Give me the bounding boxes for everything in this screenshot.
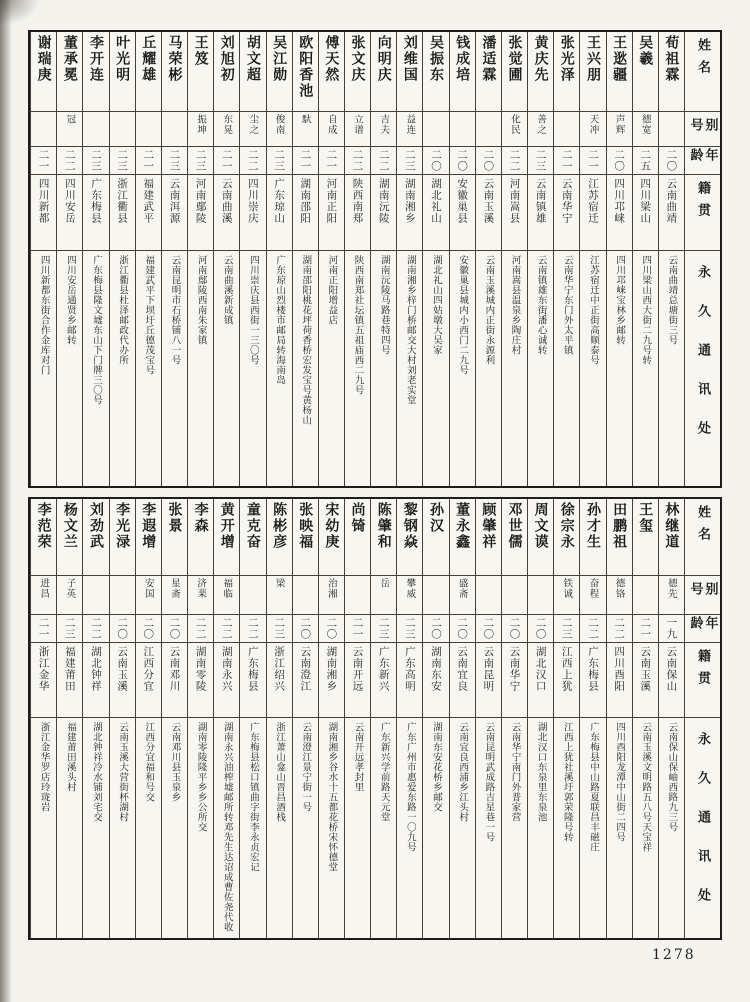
person-address: 河南正阳增益店 — [326, 255, 338, 325]
person-name: 宋幼庚 — [323, 502, 340, 550]
person-alias: 济棐 — [195, 578, 207, 599]
person-column — [56, 499, 82, 938]
person-age: 二一 — [37, 617, 50, 640]
person-age: 二〇 — [534, 617, 547, 640]
person-column — [422, 32, 448, 486]
person-alias: 俊南 — [273, 114, 285, 135]
person-column — [30, 32, 56, 486]
person-native: 广东琼山 — [273, 178, 286, 224]
scan-gutter-shadow — [0, 0, 12, 1002]
person-alias: 天冲 — [587, 114, 599, 135]
person-name: 吴振东 — [428, 35, 445, 83]
person-age: 二三 — [63, 617, 76, 640]
person-address: 福建莆田溪头村 — [64, 722, 76, 792]
person-address: 安徽巢县城内小西门二九号 — [457, 255, 469, 375]
person-column — [318, 32, 344, 486]
person-native: 云南华宁 — [508, 646, 521, 692]
person-column — [501, 32, 527, 486]
person-age: 二三 — [560, 617, 573, 640]
person-native: 云南昆明 — [482, 646, 495, 692]
person-alias: 梁 — [273, 578, 285, 589]
person-column — [449, 499, 475, 938]
person-age: 二二 — [508, 149, 521, 172]
directory-table-bottom — [28, 497, 722, 940]
person-address: 广东梅县中山路夏联昌丰磁庄 — [587, 722, 599, 852]
person-address: 福建武平下坝圩丘德茂宝号 — [143, 255, 155, 375]
person-native: 云南玉溪 — [116, 646, 129, 692]
person-native: 云南玉溪 — [639, 646, 652, 692]
person-column — [632, 499, 658, 938]
person-age: 二二 — [220, 617, 233, 640]
person-native: 四川梁山 — [639, 178, 652, 224]
person-alias: 安国 — [142, 578, 154, 599]
person-native: 安徽巢县 — [456, 178, 469, 224]
person-native: 四川新都 — [37, 178, 50, 224]
person-name: 黎钢焱 — [401, 502, 418, 550]
person-address: 江西分宜福和号交 — [143, 722, 155, 802]
person-native: 浙江绍兴 — [273, 646, 286, 692]
person-name: 陈肇和 — [375, 502, 392, 550]
person-alias: 岳 — [378, 578, 390, 589]
person-age: 二二 — [89, 617, 102, 640]
person-native: 湖南零陵 — [194, 646, 207, 692]
person-age: 二三 — [273, 149, 286, 172]
person-age: 二三 — [403, 149, 416, 172]
person-column — [396, 499, 422, 938]
person-alias: 德先 — [665, 578, 677, 599]
person-address: 广东新兴学前路天元堂 — [378, 722, 390, 822]
person-column — [632, 32, 658, 486]
person-column — [56, 32, 82, 486]
person-name: 邓世儒 — [506, 502, 523, 550]
person-age: 一九 — [665, 617, 678, 640]
person-column — [370, 32, 396, 486]
person-name: 董永鑫 — [454, 502, 471, 550]
header-native: 籍贯 — [695, 649, 710, 693]
person-column — [82, 499, 108, 938]
person-alias: 治湘 — [325, 578, 337, 599]
header-name: 姓名 — [695, 505, 710, 549]
person-address: 湖北礼山四姑墩大吴家 — [431, 255, 443, 355]
person-alias: 立谱 — [352, 114, 364, 135]
person-native: 河南正阳 — [325, 178, 338, 224]
person-column — [266, 499, 292, 938]
person-column — [239, 32, 265, 486]
person-address: 江西上犹社溪圩郭荣隆号转 — [561, 722, 573, 842]
person-native: 云南镇雄 — [534, 178, 547, 224]
person-name: 顾肇祥 — [480, 502, 497, 550]
person-native: 云南洱源 — [168, 178, 181, 224]
header-age: 年龄 — [687, 616, 718, 631]
person-column — [370, 499, 396, 938]
person-name: 向明庆 — [375, 35, 392, 83]
person-alias: 奋程 — [587, 578, 599, 599]
person-native: 陕西南郑 — [351, 178, 364, 224]
person-address: 广东广州市惠爱东路一〇九号 — [404, 722, 416, 852]
person-age: 二〇 — [508, 617, 521, 640]
person-alias: 化民 — [508, 114, 520, 135]
page-number: 1278 — [652, 947, 696, 963]
person-alias: 进昌 — [38, 578, 50, 599]
person-name: 张光泽 — [558, 35, 575, 83]
person-column — [109, 499, 135, 938]
person-address: 广东梅县隆文墟东山下门牌三〇号 — [90, 255, 102, 405]
person-column — [109, 32, 135, 486]
person-address: 云南昆明武成路吉星巷一号 — [483, 722, 495, 842]
person-age: 二三 — [168, 149, 181, 172]
person-name: 王笈 — [192, 35, 209, 67]
person-alias: 德铬 — [613, 578, 625, 599]
person-name: 王玺 — [637, 502, 654, 534]
person-name: 欧阳香池 — [297, 35, 314, 99]
person-native: 云南开远 — [351, 646, 364, 692]
person-name: 林继道 — [663, 502, 680, 550]
person-age: 二一 — [299, 149, 312, 172]
person-address: 云南镇雄东街潘心诚转 — [535, 255, 547, 355]
person-column — [658, 32, 684, 486]
header-name: 姓名 — [695, 38, 710, 82]
person-name: 李范荣 — [35, 502, 52, 550]
person-native: 云南玉溪 — [482, 178, 495, 224]
person-age: 二三 — [116, 149, 129, 172]
person-address: 云南华宁东门外太平镇 — [561, 255, 573, 355]
person-native: 广东梅县 — [246, 646, 259, 692]
person-native: 云南曲溪 — [220, 178, 233, 224]
directory-table-top — [28, 30, 722, 488]
person-age: 二二 — [194, 617, 207, 640]
header-alias: 别号 — [687, 582, 718, 604]
person-address: 云南华宁南门外普家营 — [509, 722, 521, 822]
header-column — [684, 32, 720, 486]
header-column — [684, 499, 720, 938]
person-name: 黄庆先 — [532, 35, 549, 83]
person-alias: 益连 — [404, 114, 416, 135]
person-column — [422, 499, 448, 938]
person-address: 湖南东安花桥乡邮交 — [431, 722, 443, 812]
person-age: 二一 — [325, 149, 338, 172]
person-column — [606, 499, 632, 938]
person-column — [161, 32, 187, 486]
person-column — [318, 499, 344, 938]
person-age: 二三 — [273, 617, 286, 640]
person-alias: 子英 — [64, 578, 76, 599]
person-address: 湖南湘乡谷水十五都花桥宋怀德堂 — [326, 722, 338, 872]
person-column — [239, 499, 265, 938]
person-native: 广东高明 — [403, 646, 416, 692]
person-alias: 自成 — [325, 114, 337, 135]
person-name: 李遐增 — [140, 502, 157, 550]
person-age: 二二 — [246, 149, 259, 172]
person-name: 杨文兰 — [61, 502, 78, 550]
person-name: 刘维国 — [401, 35, 418, 83]
person-name: 董承冕 — [61, 35, 78, 83]
person-address: 湖南零陵隆平乡乡公所交 — [195, 722, 207, 832]
person-age: 二〇 — [430, 149, 443, 172]
person-column — [579, 32, 605, 486]
person-name: 徐宗永 — [558, 502, 575, 550]
person-native: 云南保山 — [665, 646, 678, 692]
person-column — [475, 32, 501, 486]
person-native: 云南澄江 — [299, 646, 312, 692]
person-name: 李光渌 — [114, 502, 131, 550]
person-column — [501, 499, 527, 938]
scan-corner-shadow — [0, 0, 40, 26]
person-native: 河南鄢陵 — [194, 178, 207, 224]
person-column — [579, 499, 605, 938]
person-alias: 吉夫 — [378, 114, 390, 135]
person-age: 二一 — [142, 149, 155, 172]
person-column — [213, 32, 239, 486]
person-name: 谢瑞庚 — [35, 35, 52, 83]
person-column — [266, 32, 292, 486]
person-native: 云南宜良 — [456, 646, 469, 692]
person-address: 四川崇庆县西街一三〇号 — [247, 255, 259, 365]
person-age: 二三 — [194, 149, 207, 172]
person-native: 湖北钟祥 — [89, 646, 102, 692]
header-address: 永久通讯处 — [695, 265, 710, 460]
person-address: 湖南沅陵马路巷特四号 — [378, 255, 390, 355]
person-age: 二〇 — [665, 149, 678, 172]
person-name: 王兴朋 — [584, 35, 601, 83]
person-name: 周文谟 — [532, 502, 549, 550]
person-native: 湖南湘乡 — [325, 646, 338, 692]
person-native: 湖南邵阳 — [299, 178, 312, 224]
person-age: 二二 — [613, 617, 626, 640]
person-native: 福建武平 — [142, 178, 155, 224]
person-address: 四川新都东街合作金库对门 — [38, 255, 50, 375]
person-column — [449, 32, 475, 486]
person-native: 湖北汉口 — [534, 646, 547, 692]
person-address: 浙江衢县杜泽邮政代办所 — [117, 255, 129, 365]
person-age: 二〇 — [430, 617, 443, 640]
person-alias: 馱 — [299, 114, 311, 125]
person-native: 云南曲靖 — [665, 178, 678, 224]
person-age: 二〇 — [482, 617, 495, 640]
person-name: 吴羲 — [637, 35, 654, 67]
person-column — [82, 32, 108, 486]
person-native: 湖南永兴 — [220, 646, 233, 692]
person-name: 田鹏祖 — [611, 502, 628, 550]
person-age: 二一 — [586, 149, 599, 172]
person-address: 云南昆明市石桥铺八一号 — [169, 255, 181, 365]
person-column — [344, 499, 370, 938]
person-age: 二〇 — [168, 617, 181, 640]
person-native: 湖南沅陵 — [377, 178, 390, 224]
person-address: 湖北汉口东泉里东泉池 — [535, 722, 547, 822]
person-column — [187, 499, 213, 938]
person-address: 河南鄢陵西南朱家镇 — [195, 255, 207, 345]
person-alias: 星斋 — [168, 578, 180, 599]
person-native: 浙江金华 — [37, 646, 50, 692]
person-column — [292, 499, 318, 938]
person-address: 湖南永兴油榨墟邮所转邓先生达诏成曹佐尧代收 — [221, 722, 233, 932]
person-name: 陈彬彦 — [271, 502, 288, 550]
person-column — [292, 32, 318, 486]
header-age: 年龄 — [687, 148, 718, 163]
person-address: 云南保山保岫西路九三号 — [666, 722, 678, 832]
person-native: 河南嵩县 — [508, 178, 521, 224]
person-name: 张景 — [166, 502, 183, 534]
person-age: 二〇 — [613, 149, 626, 172]
person-address: 江苏宿迁中正街高顺泰号 — [587, 255, 599, 365]
person-age: 二二 — [377, 149, 390, 172]
person-name: 叶光明 — [114, 35, 131, 83]
person-age: 二〇 — [116, 617, 129, 640]
person-address: 陕西南郑社坛镇五祖庙西二九号 — [352, 255, 364, 395]
person-address: 云南邓川县玉泉乡 — [169, 722, 181, 802]
person-address: 四川邛崃宝林乡邮转 — [614, 255, 626, 345]
person-age: 二二 — [351, 149, 364, 172]
person-alias: 福临 — [221, 578, 233, 599]
person-age: 二〇 — [325, 617, 338, 640]
header-alias: 别号 — [687, 118, 718, 140]
person-alias: 德宽 — [639, 114, 651, 135]
person-address: 云南开远孝封里 — [352, 722, 364, 792]
person-name: 尚锜 — [349, 502, 366, 534]
person-age: 二三 — [534, 149, 547, 172]
person-alias: 声辉 — [613, 114, 625, 135]
header-native: 籍贯 — [695, 181, 710, 225]
person-column — [658, 499, 684, 938]
person-address: 云南曲靖总塘街三号 — [666, 255, 678, 345]
person-age: 二二 — [586, 617, 599, 640]
person-alias: 善之 — [535, 114, 547, 135]
person-name: 孙汉 — [428, 502, 445, 534]
person-address: 云南曲溪新成镇 — [221, 255, 233, 325]
person-age: 二〇 — [456, 149, 469, 172]
header-address: 永久通讯处 — [695, 732, 710, 927]
person-native: 云南邓川 — [168, 646, 181, 692]
person-address: 河南嵩县温泉乡陶庄村 — [509, 255, 521, 355]
person-column — [553, 499, 579, 938]
person-native: 湖北礼山 — [430, 178, 443, 224]
person-name: 张映福 — [297, 502, 314, 550]
person-column — [396, 32, 422, 486]
person-address: 四川梁山西大街二九号转 — [640, 255, 652, 365]
person-age: 二一 — [37, 149, 50, 172]
person-native: 云南华宁 — [560, 178, 573, 224]
person-address: 湖南湘乡梓门桥邮交大村刘老实堂 — [404, 255, 416, 405]
person-column — [475, 499, 501, 938]
person-native: 江苏宿迁 — [586, 178, 599, 224]
person-name: 李森 — [192, 502, 209, 534]
person-alias: 振坤 — [195, 114, 207, 135]
person-age: 二〇 — [142, 617, 155, 640]
person-age: 二五 — [639, 149, 652, 172]
person-column — [30, 499, 56, 938]
person-address: 云南玉溪大营街杯湖村 — [117, 722, 129, 822]
person-native: 江西上犹 — [560, 646, 573, 692]
person-native: 四川安岳 — [63, 178, 76, 224]
person-name: 马荣彬 — [166, 35, 183, 83]
person-address: 湖南邵阳桃花坪荷香桥宏发宝号黄杨山 — [300, 255, 312, 425]
person-name: 黄开增 — [218, 502, 235, 550]
person-native: 四川酉阳 — [613, 646, 626, 692]
person-native: 广东梅县 — [586, 646, 599, 692]
person-address: 浙江萧山龛山晋昌酒栈 — [274, 722, 286, 822]
person-native: 福建莆田 — [63, 646, 76, 692]
person-address: 云南玉溪城内正街永源利 — [483, 255, 495, 365]
person-age: 二三 — [89, 149, 102, 172]
person-address: 四川酉阳龙潭中山街二四号 — [614, 722, 626, 842]
person-age: 二三 — [403, 617, 416, 640]
person-address: 浙江金华罗店玲珑岩 — [38, 722, 50, 812]
person-age: 二一 — [351, 617, 364, 640]
person-alias: 尘之 — [247, 114, 259, 135]
person-address: 四川安岳通贤乡邮转 — [64, 255, 76, 345]
person-native: 湖南东安 — [430, 646, 443, 692]
person-native: 广东梅县 — [89, 178, 102, 224]
person-address: 广东梅县松口镇曲字街李永贞宏记 — [247, 722, 259, 872]
person-age: 二一 — [220, 149, 233, 172]
person-address: 湖北钟祥冷水铺刘宅交 — [90, 722, 102, 822]
person-native: 四川崇庆 — [246, 178, 259, 224]
person-column — [527, 499, 553, 938]
person-column — [213, 499, 239, 938]
person-name: 张文庆 — [349, 35, 366, 83]
person-native: 广东新兴 — [377, 646, 390, 692]
person-alias: 东晃 — [221, 114, 233, 135]
person-address: 广东琼山烈楼市邮局转海南岛 — [274, 255, 286, 385]
person-alias: 铁诚 — [561, 578, 573, 599]
person-column — [553, 32, 579, 486]
person-age: 二一 — [560, 149, 573, 172]
person-name: 李开连 — [87, 35, 104, 83]
person-age: 二二 — [246, 617, 259, 640]
person-name: 吴江勋 — [271, 35, 288, 83]
person-column — [606, 32, 632, 486]
person-name: 钱成培 — [454, 35, 471, 83]
person-column — [135, 499, 161, 938]
person-name: 王逖疆 — [611, 35, 628, 83]
person-column — [527, 32, 553, 486]
person-name: 胡文超 — [244, 35, 261, 83]
person-address: 云南宜良西浦乡江头村 — [457, 722, 469, 822]
person-age: 二〇 — [299, 617, 312, 640]
person-native: 湖南湘乡 — [403, 178, 416, 224]
person-age: 二〇 — [456, 617, 469, 640]
person-column — [135, 32, 161, 486]
person-age: 二〇 — [482, 149, 495, 172]
person-native: 四川邛崃 — [613, 178, 626, 224]
person-name: 孙才生 — [584, 502, 601, 550]
person-column — [161, 499, 187, 938]
person-native: 江西分宜 — [142, 646, 155, 692]
person-name: 傅天然 — [323, 35, 340, 83]
person-alias: 盛斋 — [456, 578, 468, 599]
person-name: 丘耀雄 — [140, 35, 157, 83]
person-address: 云南澄江景宁街一号 — [300, 722, 312, 812]
person-name: 潘适霖 — [480, 35, 497, 83]
person-age: 二三 — [377, 617, 390, 640]
person-age: 二一 — [639, 617, 652, 640]
person-native: 浙江衢县 — [116, 178, 129, 224]
person-name: 刘劲武 — [87, 502, 104, 550]
person-address: 云南玉溪文明路五八号天宝祥 — [640, 722, 652, 852]
person-name: 张觉圃 — [506, 35, 523, 83]
person-name: 荀祖霖 — [663, 35, 680, 83]
person-age: 二二 — [63, 149, 76, 172]
person-name: 刘旭初 — [218, 35, 235, 83]
person-alias: 攀威 — [404, 578, 416, 599]
person-name: 童克奋 — [244, 502, 261, 550]
person-column — [344, 32, 370, 486]
person-alias: 冠 — [64, 114, 76, 125]
person-column — [187, 32, 213, 486]
